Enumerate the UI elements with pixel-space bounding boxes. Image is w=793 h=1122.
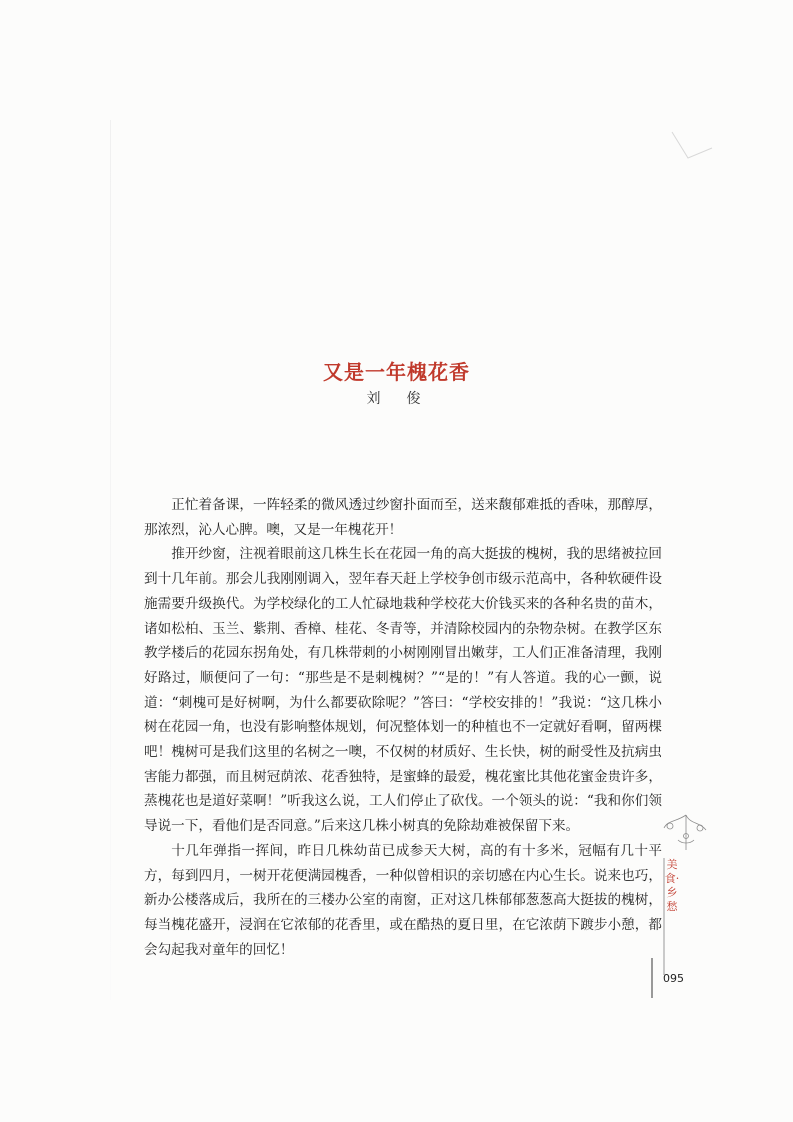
article-body: [144, 493, 662, 962]
article-title: 又是一年槐花香: [323, 360, 470, 384]
article-author: 刘 俊: [366, 391, 427, 407]
paragraph: 十几年弹指一挥间，昨日几株幼苗已成参天大树，高的有十多米，冠幅有几十平方，每到四月，一树开花便满园槐香，一种似曾相识的亲切感在内心生长。说来也巧，新办公楼落成后，我所在的三楼办公室的南窗，正对这几株郁郁葱葱高大挺拔的槐树，每当槐花盛开，浸润在它浓郁的花香里，或在酷热的夏日里，在它浓荫下踱步小憩，都会勾起我对童年的回忆！: [144, 842, 662, 958]
scan-shadow: [110, 120, 111, 1000]
paragraph: 正忙着备课，一阵轻柔的微风透过纱窗扑面而至，送来馥郁难抵的香味，那醇厚，那浓烈，沁人心脾。噢，又是一年槐花开！: [144, 497, 662, 538]
page-edge-bar: [651, 958, 653, 998]
page-fold-mark: [668, 128, 718, 168]
page-number: 095: [663, 972, 684, 985]
section-label: 美食·乡愁: [664, 858, 680, 913]
paragraph: 推开纱窗，注视着眼前这几株生长在花园一角的高大挺拔的槐树，我的思绪被拉回到十几年前。那会儿我刚刚调入，翌年春天赶上学校争创市级示范高中，各种软硬件设施需要升级换代。为学校绿化的工人忙碌地栽种学校花大价钱买来的各种名贵的苗木，诸如松柏、玉兰、紫荆、香樟、桂花、冬青等，并清除校园内的杂物杂树。在教学区东教学楼后的花园东拐角处，有几株带刺的小树刚刚冒出嫩芽，工人们正准备清理，我刚好路过，顺便问了一句：“那些是不是刺槐树？”“是的！”有人答道。我的心一颤，说道：“刺槐可是好树啊，为什么都要砍除呢？”答曰：“学校安排的！”我说：“这几株小树在花园一角，也没有影响整体规划，何况整体划一的种植也不一定就好看啊，留两棵吧！槐树可是我们这里的名树之一噢，不仅树的材质好、生长快，树的耐受性及抗病虫害能力都强，而且树冠荫浓、花香独特，是蜜蜂的最爱，槐花蜜比其他花蜜金贵许多，蒸槐花也是道好菜啊！”听我这么说，工人们停止了砍伐。一个领头的说：“我和你们领导说一下，看他们是否同意。”后来这几株小树真的免除劫难被保留下来。: [144, 546, 662, 835]
